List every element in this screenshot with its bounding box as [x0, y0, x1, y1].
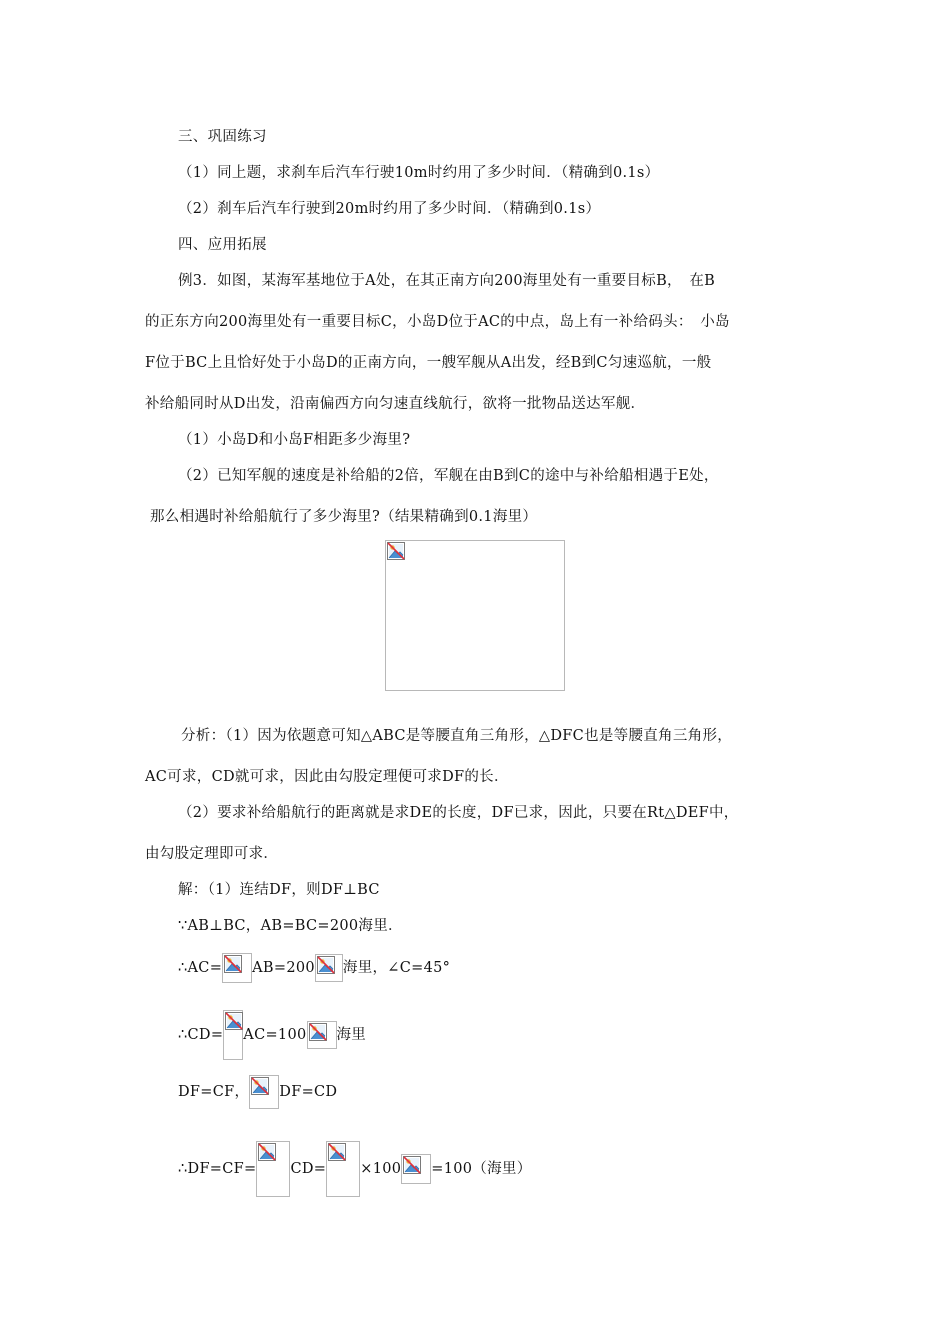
broken-image-icon [309, 1023, 327, 1041]
example3-question-2-line-2: 那么相遇时补给船航行了多少海里?（结果精确到0.1海里） [150, 509, 538, 525]
analysis-2-line-2: 由勾股定理即可求． [145, 846, 279, 862]
analysis-2-line-1: （2）要求补给船航行的距离就是求DE的长度，DF已求，因此，只要在Rt△DEF中， [178, 805, 739, 821]
figure-placeholder [385, 540, 565, 691]
example3-line-3: F位于BC上且恰好处于小岛D的正南方向，一艘军舰从A出发，经B到C匀速巡航，一般 [145, 355, 712, 371]
solution-line-1: 解：（1）连结DF，则DF⊥BC [178, 882, 380, 898]
section-heading-application: 四、应用拓展 [178, 237, 267, 253]
broken-image-icon [258, 1143, 276, 1161]
broken-image-icon [387, 542, 405, 560]
example3-line-2: 的正东方向200海里处有一重要目标C，小岛D位于AC的中点，岛上有一补给码头： 小岛 [145, 314, 730, 330]
formula-df-part-b: DF=CD [279, 1084, 338, 1100]
formula-ac-part-c: 海里，∠C=45° [342, 960, 451, 976]
example3-line-4: 补给船同时从D出发，沿南偏西方向匀速直线航行，欲将一批物品送达军舰． [145, 396, 646, 412]
broken-image-icon [225, 1012, 243, 1030]
example3-question-2-line-1: （2）已知军舰的速度是补给船的2倍，军舰在由B到C的途中与补给船相遇于E处， [178, 468, 719, 484]
formula-image [401, 1154, 431, 1184]
formula-ac [178, 953, 450, 983]
broken-image-icon [251, 1077, 269, 1095]
formula-df-part-a: DF=CF， [178, 1084, 250, 1100]
formula-final-part-c: ×100 [360, 1161, 402, 1177]
exercise-question-2: （2）刹车后汽车行驶到20m时约用了多少时间．（精确到0.1s） [178, 201, 601, 217]
formula-image [326, 1141, 360, 1197]
exercise-question-1: （1）同上题，求刹车后汽车行驶10m时约用了多少时间．（精确到0.1s） [178, 165, 660, 181]
example3-question-1: （1）小岛D和小岛F相距多少海里? [178, 432, 411, 448]
formula-image [249, 1075, 279, 1109]
analysis-line-1: 分析：（1）因为依题意可知△ABC是等腰直角三角形，△DFC也是等腰直角三角形， [181, 728, 733, 744]
formula-ac-part-b: AB=200 [252, 960, 315, 976]
broken-image-icon [224, 955, 242, 973]
formula-final-part-a: ∴DF=CF= [178, 1161, 257, 1177]
solution-line-2: ∵AB⊥BC，AB=BC=200海里． [178, 918, 403, 934]
formula-image [256, 1141, 290, 1197]
formula-final-part-b: CD= [290, 1161, 327, 1177]
formula-cd [178, 1010, 366, 1060]
formula-image [223, 1010, 243, 1060]
formula-df-cf [178, 1075, 337, 1109]
formula-image [307, 1021, 337, 1049]
formula-final [178, 1141, 532, 1197]
section-heading-consolidation: 三、巩固练习 [178, 129, 267, 145]
formula-cd-part-c: 海里 [336, 1027, 367, 1043]
formula-image [222, 953, 252, 983]
formula-final-part-d: =100（海里） [431, 1161, 532, 1177]
formula-ac-part-a: ∴AC= [178, 960, 223, 976]
broken-image-icon [328, 1143, 346, 1161]
formula-image [315, 954, 343, 982]
formula-cd-part-b: AC=100 [243, 1027, 307, 1043]
formula-cd-part-a: ∴CD= [178, 1027, 224, 1043]
example3-line-1: 例3．如图，某海军基地位于A处，在其正南方向200海里处有一重要目标B， 在B [178, 273, 716, 289]
analysis-line-2: AC可求，CD就可求，因此由勾股定理便可求DF的长． [145, 769, 509, 785]
broken-image-icon [403, 1156, 421, 1174]
broken-image-icon [317, 956, 335, 974]
